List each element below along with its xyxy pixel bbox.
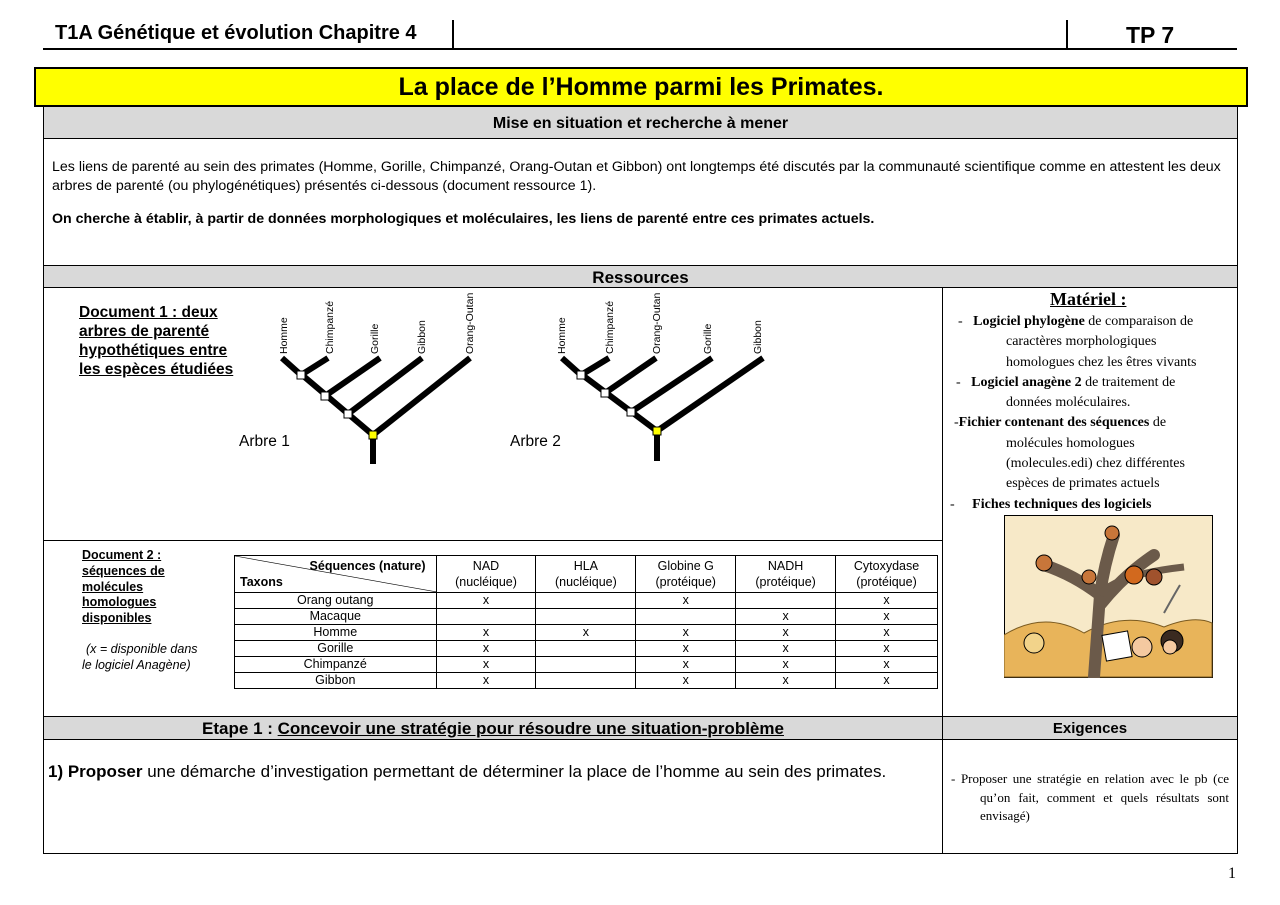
availability-cell: x — [736, 609, 836, 625]
taxon-cell: Gibbon — [235, 673, 437, 689]
availability-cell — [536, 673, 636, 689]
materiel-bullet: - — [954, 415, 959, 431]
materiel-item-rest: de traitement de données moléculaires. — [1006, 374, 1176, 411]
table-column-header — [736, 556, 836, 593]
availability-cell — [536, 609, 636, 625]
availability-cell — [536, 593, 636, 609]
exigences-heading-text: Exigences — [1052, 720, 1128, 737]
availability-cell: x — [536, 625, 636, 641]
tree2-taxon: Orang-Outan — [651, 292, 663, 354]
doc2-note-line: le logiciel Anagène) — [82, 658, 191, 672]
doc2-title-line: homologues — [82, 595, 157, 610]
taxon-cell: Chimpanzé — [235, 657, 437, 673]
table-column-header — [536, 556, 636, 593]
header-rule — [43, 48, 1237, 50]
availability-cell — [436, 609, 536, 625]
table-column-header — [636, 556, 736, 593]
page-title: La place de l’Homme parmi les Primates. — [34, 67, 1248, 107]
column-name: Cytoxydase — [853, 559, 920, 573]
corner-taxons: Taxons — [240, 575, 283, 589]
doc2-title-line: séquences de — [82, 563, 165, 578]
doc-divider — [43, 540, 943, 541]
availability-cell: x — [636, 593, 736, 609]
materiel-item-bold: Logiciel phylogène — [973, 314, 1085, 329]
research-goal: On cherche à établir, à partir de données morphologiques et moléculaires, les liens de parenté entre ces primates actuels. — [52, 211, 875, 227]
doc1-title-line: les espèces étudiées — [79, 361, 234, 378]
situation-heading — [43, 106, 1238, 139]
materiel-item-bold: Fiches techniques des logiciels — [972, 496, 1152, 512]
tree1-taxon: Orang-Outan — [464, 292, 476, 354]
availability-cell: x — [836, 657, 938, 673]
doc2-title-line: disponibles — [82, 611, 152, 626]
column-name: Globine G — [657, 559, 714, 573]
resources-heading-text: Ressources — [592, 268, 689, 287]
availability-cell: x — [636, 673, 736, 689]
doc1-title-line: Document 1 : deux — [79, 304, 218, 321]
doc1-title-line: hypothétiques entre — [79, 342, 228, 359]
exigences-heading — [942, 716, 1238, 740]
table-column-header — [436, 556, 536, 593]
table-row — [235, 657, 938, 673]
availability-cell: x — [836, 673, 938, 689]
availability-cell: x — [836, 625, 938, 641]
materiel-item — [952, 312, 1222, 373]
table-header-row — [235, 556, 938, 593]
tree1-label: Arbre 1 — [239, 433, 290, 450]
availability-cell — [536, 641, 636, 657]
question-text: une démarche d’investigation permettant de déterminer la place de l’homme au sein des primates. — [142, 762, 887, 781]
availability-cell — [636, 609, 736, 625]
etape-heading — [43, 716, 943, 740]
availability-cell: x — [436, 625, 536, 641]
materiel-list — [952, 312, 1222, 515]
table-corner-cell — [235, 556, 437, 593]
header-separator-right — [1066, 20, 1068, 48]
doc2-note-line: (x = disponible dans — [86, 642, 198, 656]
availability-cell: x — [436, 593, 536, 609]
column-nature: (nucléique) — [455, 575, 517, 589]
tree1-taxon: Gorille — [369, 323, 381, 354]
availability-cell: x — [836, 609, 938, 625]
taxon-cell: Macaque — [235, 609, 437, 625]
tp-number: TP 7 — [1126, 22, 1175, 48]
tree1-taxon: Chimpanzé — [324, 300, 336, 354]
materiel-bullet: - — [956, 374, 961, 390]
doc1-title — [79, 303, 233, 379]
corner-sequences: Séquences (nature) — [309, 559, 426, 573]
table-row — [235, 625, 938, 641]
requirement-text: - Proposer une stratégie en relation avec le pb (ce qu’on fait, comment et quels résultats sont envisagé) — [951, 771, 1229, 823]
column-name: NADH — [767, 559, 804, 573]
doc2-title — [82, 548, 165, 627]
tree-2-diagram — [505, 290, 775, 470]
availability-cell: x — [736, 673, 836, 689]
column-nature: (protéique) — [856, 575, 917, 589]
materiel-item-bold: Logiciel anagène 2 — [971, 374, 1082, 390]
table-row — [235, 641, 938, 657]
availability-cell: x — [636, 657, 736, 673]
table-row — [235, 673, 938, 689]
taxon-cell: Gorille — [235, 641, 437, 657]
materiel-item-rest: de molécules homologues (molecules.edi) chez différentes espèces de primates actuels — [1006, 415, 1185, 492]
column-nature: (protéique) — [655, 575, 716, 589]
resources-heading — [43, 265, 1238, 288]
availability-cell: x — [836, 641, 938, 657]
availability-cell — [736, 593, 836, 609]
sequence-table — [234, 555, 938, 689]
tree2-taxon: Homme — [556, 317, 568, 354]
column-nature: (protéique) — [755, 575, 816, 589]
tree2-label: Arbre 2 — [510, 433, 561, 450]
etape-prefix: Etape 1 : — [202, 719, 278, 738]
intro-text — [52, 158, 1232, 229]
primates-cartoon-image — [1004, 515, 1213, 678]
availability-cell — [536, 657, 636, 673]
materiel-title: Matériel : — [1050, 289, 1127, 309]
doc1-title-line: arbres de parenté — [79, 323, 210, 340]
availability-cell: x — [636, 641, 736, 657]
page-number: 1 — [1228, 865, 1236, 882]
availability-cell: x — [736, 641, 836, 657]
header-separator-left — [452, 20, 454, 48]
doc2-title-line: molécules — [82, 579, 144, 594]
materiel-item — [952, 373, 1222, 414]
question-1 — [48, 759, 994, 784]
availability-cell: x — [736, 625, 836, 641]
materiel-item-rest: de comparaison de caractères morphologiques homologues chez les êtres vivants — [1006, 314, 1197, 370]
doc2-title-line: Document 2 : — [82, 548, 162, 562]
taxon-cell: Orang outang — [235, 593, 437, 609]
tree2-taxon: Gorille — [702, 323, 714, 354]
tree-1-diagram — [230, 290, 490, 470]
materiel-item — [952, 413, 1222, 494]
taxon-cell: Homme — [235, 625, 437, 641]
column-name: HLA — [573, 559, 599, 573]
materiel-bullet: - — [950, 496, 955, 512]
etape-title: Concevoir une stratégie pour résoudre une situation-problème — [277, 719, 784, 738]
availability-cell: x — [736, 657, 836, 673]
availability-cell: x — [836, 593, 938, 609]
availability-cell: x — [436, 673, 536, 689]
materiel-item-bold: Fichier contenant des séquences — [958, 415, 1150, 431]
chapter-header: T1A Génétique et évolution Chapitre 4 — [55, 22, 417, 44]
doc2-note — [82, 641, 198, 673]
table-row — [235, 593, 938, 609]
intro-paragraph: Les liens de parenté au sein des primates (Homme, Gorille, Chimpanzé, Orang-Outan et Gibbon) ont longtemps été discutés par la communauté scientifique comme en attestent les deux arbres de parenté (ou phylogénétiques) présentés ci-dessous (document ressource 1). — [52, 159, 1221, 194]
table-column-header — [836, 556, 938, 593]
column-nature: (nucléique) — [554, 575, 617, 589]
situation-heading-text: Mise en situation et recherche à mener — [492, 115, 789, 132]
availability-cell: x — [436, 657, 536, 673]
materiel-item — [950, 495, 1222, 515]
tree1-taxon: Homme — [278, 317, 290, 354]
column-name: NAD — [472, 559, 500, 573]
materiel-bullet: - — [958, 314, 963, 329]
availability-cell: x — [436, 641, 536, 657]
tree2-taxon: Gibbon — [752, 320, 764, 354]
question-number: 1) Proposer — [48, 762, 143, 781]
table-row — [235, 609, 938, 625]
tree2-taxon: Chimpanzé — [604, 300, 616, 354]
availability-cell: x — [636, 625, 736, 641]
tree1-taxon: Gibbon — [416, 320, 428, 354]
